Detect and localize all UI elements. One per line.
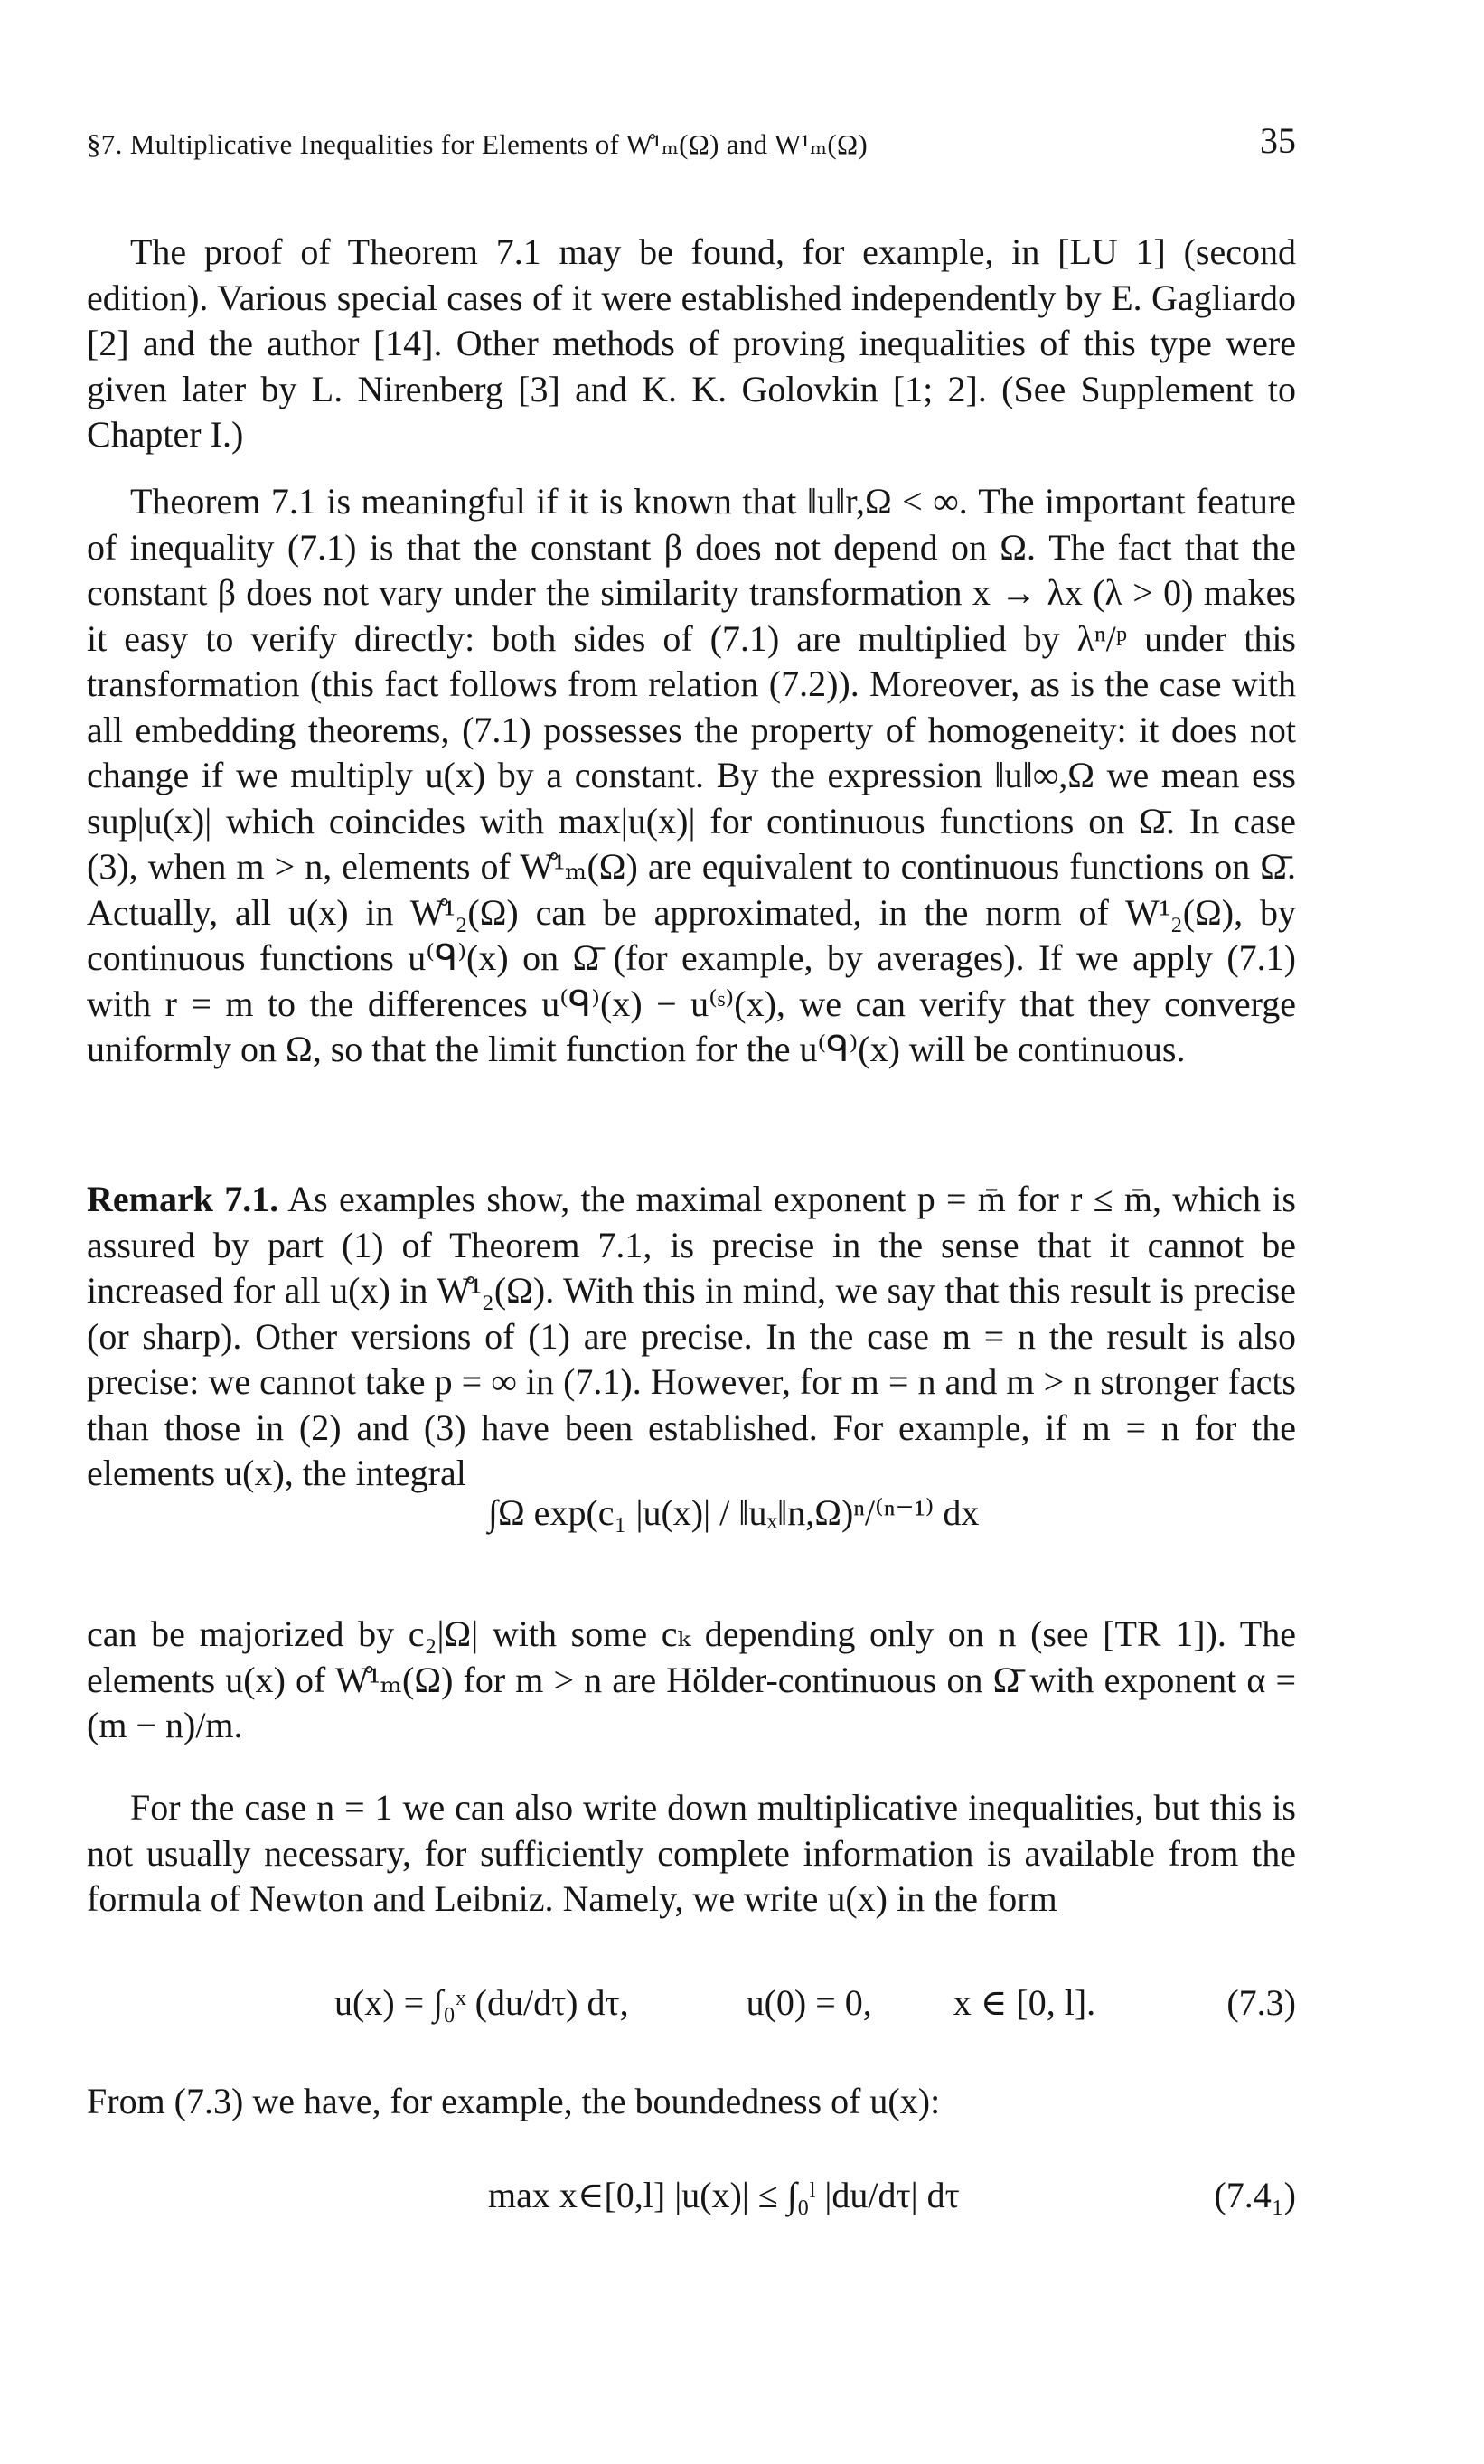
equation-7-3-condition-2: x ∈ [0, l]. xyxy=(953,1982,1096,2023)
equation-7-3-tag: (7.3) xyxy=(1226,1982,1296,2023)
paragraph-5: For the case n = 1 we can also write down multiplicative inequalities, but this is not usually necessary, for sufficiently complete information is available from the formula of Newton and Leibniz. Namely, we write u(x) in the form xyxy=(87,1787,1296,1919)
page-number: 35 xyxy=(1260,120,1296,161)
remark-text: As examples show, the maximal exponent p = m̄ for r ≤ m̄, which is assured by part (1) of Theorem 7.1, is precise in the sense that it cannot be increased for all u(x) in W̊¹₂(Ω). With this in mind, we say that this result is precise (or sharp). Other versions of (1) are precise. In the case m = n the result is also precise: we cannot take p = ∞ in (7.1). However, for m = n and m > n stronger facts than those in (2) and (3) have been established. For example, if m = n for the elements u(x), the integral xyxy=(87,1179,1296,1493)
remark-label: Remark 7.1. xyxy=(87,1179,279,1219)
paragraph-remark xyxy=(87,1177,1296,1497)
paragraph-2: Theorem 7.1 is meaningful if it is known that ‖u‖r,Ω < ∞. The important feature of inequality (7.1) is that the constant β does not depend on Ω. The fact that the constant β does not vary under the similarity transformation x → λx (λ > 0) makes it easy to verify directly: both sides of (7.1) are multiplied by λⁿ/ᵖ under this transformation (this fact follows from relation (7.2)). Moreover, as is the case with all embedding theorems, (7.1) possesses the property of homogeneity: it does not change if we multiply u(x) by a constant. By the expression ‖u‖∞,Ω we mean ess sup|u(x)| which coincides with max|u(x)| for continuous functions on Ω̄. In case (3), when m > n, elements of W̊¹ₘ(Ω) are equivalent to continuous functions on Ω̄. Actually, all u(x) in W̊¹₂(Ω) can be approximated, in the norm of W¹₂(Ω), by continuous functions u⁽ᑫ⁾(x) on Ω̄ (for example, by averages). If we apply (7.1) with r = m to the differences u⁽ᑫ⁾(x) − u⁽ˢ⁾(x), we can verify that they converge uniformly on Ω, so that the limit function for the u⁽ᑫ⁾(x) will be continuous. xyxy=(87,481,1296,1069)
equation-7-4: max x∈[0,l] |u(x)| ≤ ∫₀ˡ |du/dτ| dτ xyxy=(488,2175,960,2215)
equation-7-4-tag: (7.4₁) xyxy=(1214,2175,1296,2215)
equation-7-3-condition-1: u(0) = 0, xyxy=(746,1982,872,2023)
integral-exp-formula: ∫Ω exp(c₁ |u(x)| / ‖uₓ‖n,Ω)ⁿ/⁽ⁿ⁻¹⁾ dx xyxy=(488,1492,980,1533)
paragraph-4: can be majorized by c₂|Ω| with some cₖ depending only on n (see [TR 1]). The elements u(x) of W̊¹ₘ(Ω) for m > n are Hölder-continuous on Ω̄ with exponent α = (m − n)/m. xyxy=(87,1613,1296,1745)
equation-7-3-lhs: u(x) = ∫₀ˣ (du/dτ) dτ, xyxy=(334,1982,629,2023)
paragraph-1: The proof of Theorem 7.1 may be found, for example, in [LU 1] (second edition). Various special cases of it were established independently by E. Gagliardo [2] and the author [14]. Other methods of proving inequalities of this type were given later by L. Nirenberg [3] and K. K. Golovkin [1; 2]. (See Supplement to Chapter I.) xyxy=(87,231,1296,455)
page-header xyxy=(87,119,1296,174)
running-head: §7. Multiplicative Inequalities for Elements of W̊¹ₘ(Ω) and W¹ₘ(Ω) xyxy=(87,128,868,160)
equation-7-3 xyxy=(334,1981,1095,2024)
paragraph-6: From (7.3) we have, for example, the boundedness of u(x): xyxy=(87,2081,941,2121)
